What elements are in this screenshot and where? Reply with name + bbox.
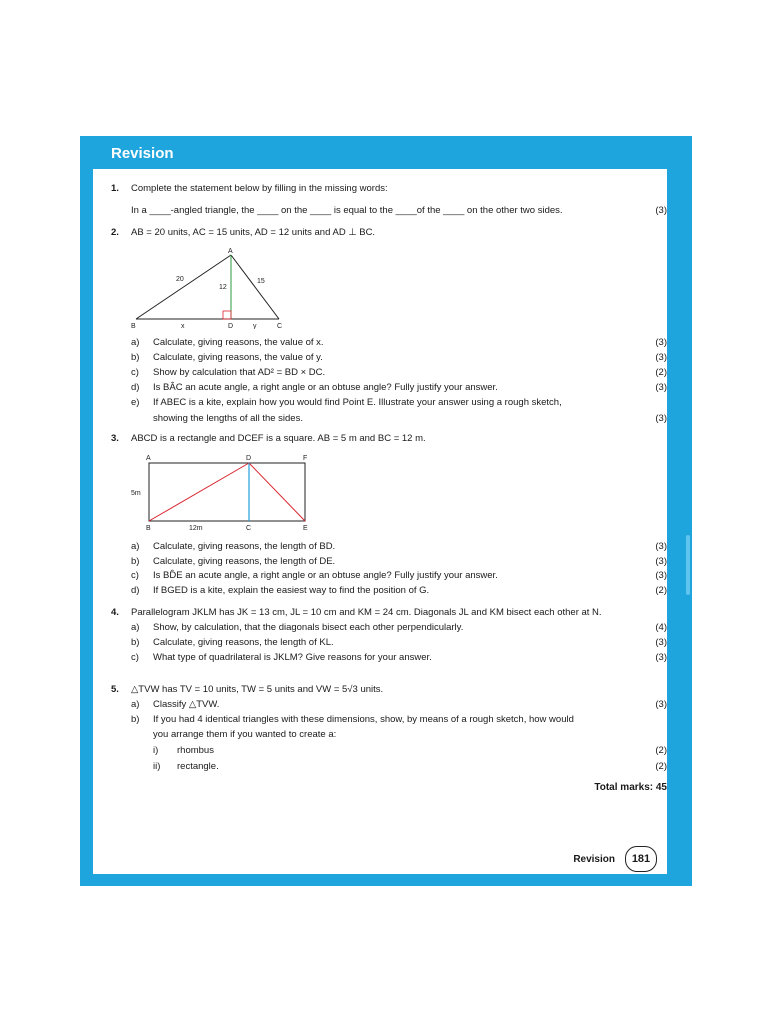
label-c: C [277, 323, 283, 329]
q4a-text: Show, by calculation, that the diagonals bisect each other perpendicularly. [153, 622, 464, 633]
q5-text: △TVW has TV = 10 units, TW = 5 units and VW = 5√3 units. [131, 684, 384, 695]
q5a-text: Classify △TVW. [153, 699, 220, 710]
q3c-label: c) [131, 570, 139, 581]
q4b-text: Calculate, giving reasons, the length of KL. [153, 637, 334, 648]
q5bi-marks: (2) [655, 745, 667, 756]
q2c-text: Show by calculation that AD² = BD × DC. [153, 367, 326, 378]
q2e-text-cont: showing the lengths of all the sides. [153, 413, 303, 424]
label-ab-length: 20 [176, 276, 184, 283]
q2a-marks: (3) [655, 337, 667, 348]
q2-text: AB = 20 units, AC = 15 units, AD = 12 units and AD ⊥ BC. [131, 227, 376, 238]
q3d-marks: (2) [655, 585, 667, 596]
q2e-text: If ABEC is a kite, explain how you would find Point E. Illustrate your answer using a rough sketch, [153, 397, 562, 408]
q5a-label: a) [131, 699, 140, 710]
q4c-marks: (3) [655, 652, 667, 663]
page-number: 181 [625, 846, 657, 872]
q4c-label: c) [131, 652, 139, 663]
label-bc-length: 12m [189, 525, 203, 532]
q5a-marks: (3) [655, 699, 667, 710]
q5bii-label: ii) [153, 761, 161, 772]
q2a-text: Calculate, giving reasons, the value of x. [153, 337, 324, 348]
q2a-label: a) [131, 337, 140, 348]
right-angle-mark [223, 311, 231, 319]
label-d: D [246, 455, 252, 462]
q2-number: 2. [111, 227, 119, 238]
q2e-marks: (3) [655, 413, 667, 424]
q4b-label: b) [131, 637, 140, 648]
q5bii-marks: (2) [655, 761, 667, 772]
q3a-label: a) [131, 541, 140, 552]
q3-text: ABCD is a rectangle and DCEF is a square. AB = 5 m and BC = 12 m. [131, 433, 426, 444]
q2d-marks: (3) [655, 382, 667, 393]
label-e: E [303, 525, 308, 532]
label-b: B [146, 525, 151, 532]
q5bi-label: i) [153, 745, 159, 756]
side-ac [231, 255, 279, 319]
q3b-text: Calculate, giving reasons, the length of DE. [153, 556, 336, 567]
label-c: C [246, 525, 252, 532]
q2-triangle-figure [131, 247, 301, 329]
q4c-text: What type of quadrilateral is JKLM? Give reasons for your answer. [153, 652, 432, 663]
label-ac-length: 15 [257, 278, 265, 285]
q4-text: Parallelogram JKLM has JK = 13 cm, JL = 10 cm and KM = 24 cm. Diagonals JL and KM bisect each other at N. [131, 607, 602, 618]
q2b-label: b) [131, 352, 140, 363]
label-d: D [228, 323, 234, 329]
q3-rectangle-figure [131, 453, 321, 533]
section-title: Revision [111, 145, 174, 162]
q1-marks: (3) [655, 205, 667, 216]
q1-line2: In a ____-angled triangle, the ____ on the ____ is equal to the ____of the ____ on the other two sides. [131, 205, 563, 216]
q4a-label: a) [131, 622, 140, 633]
label-ad-length: 12 [219, 284, 227, 291]
q2b-marks: (3) [655, 352, 667, 363]
label-f: F [303, 455, 308, 462]
q5bii-text: rectangle. [177, 761, 219, 772]
q3d-text: If BGED is a kite, explain the easiest way to find the position of G. [153, 585, 430, 596]
label-y: y [253, 323, 257, 329]
q2e-label: e) [131, 397, 140, 408]
q4b-marks: (3) [655, 637, 667, 648]
section-header [93, 141, 667, 169]
label-ab-length: 5m [131, 490, 141, 497]
q2b-text: Calculate, giving reasons, the value of y. [153, 352, 323, 363]
outer-rectangle [149, 463, 305, 521]
q5b-text: If you had 4 identical triangles with these dimensions, show, by means of a rough sketch, how would [153, 714, 574, 725]
q5b-text-cont: you arrange them if you wanted to create a: [153, 729, 337, 740]
label-a: A [228, 248, 233, 255]
label-x: x [181, 323, 185, 329]
label-a: A [146, 455, 151, 462]
q5-number: 5. [111, 684, 119, 695]
line-bd [149, 463, 249, 521]
side-ab [136, 255, 231, 319]
q3c-marks: (3) [655, 570, 667, 581]
q2d-text: Is BÂC an acute angle, a right angle or an obtuse angle? Fully justify your answer. [153, 382, 498, 393]
total-marks: Total marks: 45 [594, 782, 667, 793]
footer-label: Revision [573, 854, 615, 865]
scrollbar-thumb[interactable] [686, 535, 690, 595]
q5bi-text: rhombus [177, 745, 214, 756]
q1-text: Complete the statement below by filling in the missing words: [131, 183, 388, 194]
q3d-label: d) [131, 585, 140, 596]
q4a-marks: (4) [655, 622, 667, 633]
q3a-marks: (3) [655, 541, 667, 552]
q3b-marks: (3) [655, 556, 667, 567]
q2c-label: c) [131, 367, 139, 378]
q4-number: 4. [111, 607, 119, 618]
q3-number: 3. [111, 433, 119, 444]
q2d-label: d) [131, 382, 140, 393]
q5b-label: b) [131, 714, 140, 725]
q2c-marks: (2) [655, 367, 667, 378]
q3c-text: Is BD̂E an acute angle, a right angle or an obtuse angle? Fully justify your answer. [153, 570, 498, 581]
q3a-text: Calculate, giving reasons, the length of BD. [153, 541, 336, 552]
q1-number: 1. [111, 183, 119, 194]
q3b-label: b) [131, 556, 140, 567]
label-b: B [131, 323, 136, 329]
line-de [249, 463, 305, 521]
